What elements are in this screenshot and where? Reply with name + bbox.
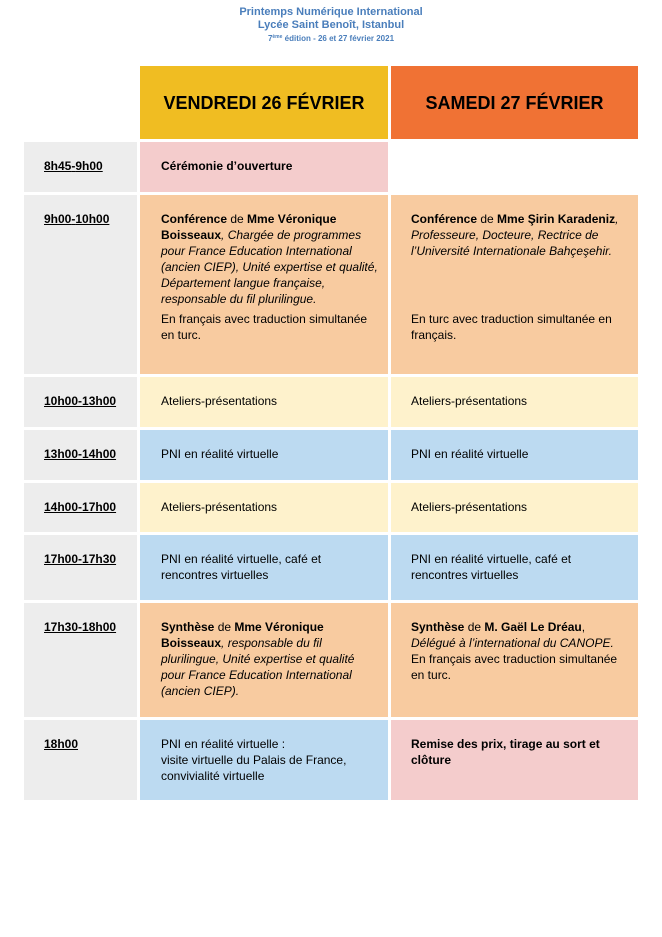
saturday-workshops: Ateliers-présentations [391, 377, 638, 427]
time-slot: 18h00 [24, 720, 137, 800]
event-title: Printemps Numérique International [239, 6, 423, 18]
saturday-conference: Conférence de Mme Şirin Karadeniz, Professeure, Docteure, Rectrice de l’Université Internationale Bahçeşehir. En turc avec traduction simultanée en français. [391, 195, 638, 374]
time-slot: 14h00-17h00 [24, 483, 137, 532]
time-slot: 17h30-18h00 [24, 603, 137, 717]
edition-line: 7ème édition - 26 et 27 février 2021 [267, 34, 395, 43]
translation-note: En français avec traduction simultanée en turc. [411, 652, 618, 682]
document-header [0, 6, 662, 44]
time-slot: 9h00-10h00 [24, 195, 137, 374]
saturday-empty-slot [391, 142, 638, 192]
friday-palace-visit: PNI en réalité virtuelle : visite virtuelle du Palais de France, convivialité virtuelle [140, 720, 388, 800]
friday-workshops: Ateliers-présentations [140, 377, 388, 427]
saturday-virtual-reality: PNI en réalité virtuelle [391, 430, 638, 480]
friday-synthesis: Synthèse de Mme Véronique Boisseaux, responsable du fil plurilingue, Unité expertise et qualité pour France Education International (ancien CIEP). [140, 603, 388, 717]
time-slot: 8h45-9h00 [24, 142, 137, 192]
translation-note: En turc avec traduction simultanée en français. [411, 312, 612, 342]
friday-virtual-reality: PNI en réalité virtuelle [140, 430, 388, 480]
friday-workshops: Ateliers-présentations [140, 483, 388, 532]
day-header-friday: VENDREDI 26 FÉVRIER [140, 66, 388, 139]
time-slot: 13h00-14h00 [24, 430, 137, 480]
time-slot: 17h00-17h30 [24, 535, 137, 600]
friday-virtual-cafe: PNI en réalité virtuelle, café et rencontres virtuelles [140, 535, 388, 600]
school-name: Lycée Saint Benoît, Istanbul [257, 19, 405, 31]
saturday-closing-ceremony: Remise des prix, tirage au sort et clôture [391, 720, 638, 800]
translation-note: En français avec traduction simultanée en turc. [161, 312, 368, 342]
friday-conference: Conférence de Mme Véronique Boisseaux, Chargée de programmes pour France Education International (ancien CIEP), Unité expertise et qualité, Département langue française, responsable du fil plurilingue. En français avec traduction simultanée en turc. [140, 195, 388, 374]
time-slot: 10h00-13h00 [24, 377, 137, 427]
friday-opening-ceremony: Cérémonie d’ouverture [140, 142, 388, 192]
day-header-saturday: SAMEDI 27 FÉVRIER [391, 66, 638, 139]
saturday-synthesis: Synthèse de M. Gaël Le Dréau, Délégué à l’international du CANOPE. En français avec traduction simultanée en turc. [391, 603, 638, 717]
saturday-virtual-cafe: PNI en réalité virtuelle, café et rencontres virtuelles [391, 535, 638, 600]
saturday-workshops: Ateliers-présentations [391, 483, 638, 532]
